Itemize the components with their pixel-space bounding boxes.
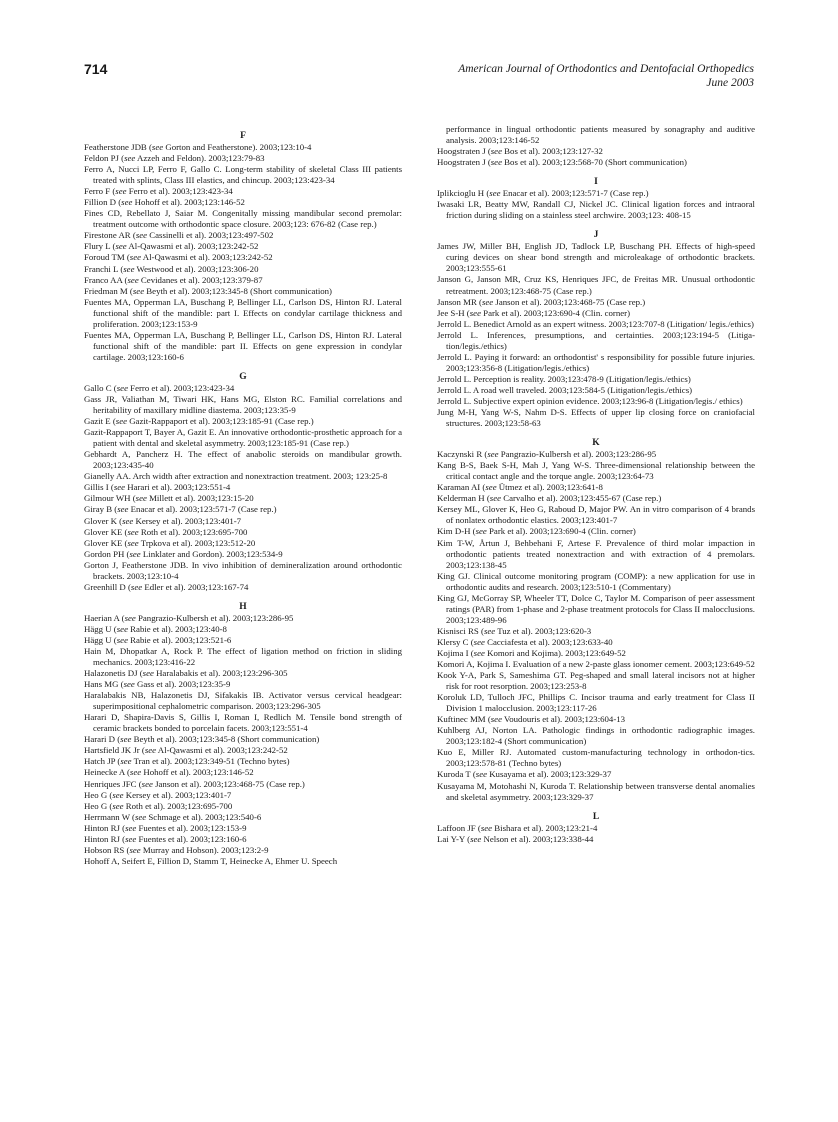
index-entry: Firestone AR (see Cassinelli et al). 2003;123:497-502 — [84, 230, 274, 241]
see-reference: see — [489, 493, 501, 504]
section-letter: J — [593, 230, 599, 241]
index-entry: Gazit-Rappaport T, Bayer A, Gazit E. An innovative orthodontic-prosthetic approach for a patient with dental and skeletal asymmetry. 2003;123:185-91 (Case rep.) — [84, 427, 402, 449]
index-entry: Flury L (see Al-Qawasmi et al). 2003;123:242-52 — [84, 241, 259, 252]
issue-date: June 2003 — [706, 77, 754, 89]
index-entry: Herrmann W (see Schmage et al). 2003;123:540-6 — [84, 811, 262, 822]
see-reference: see — [129, 548, 141, 559]
see-reference: see — [127, 526, 139, 537]
index-entry: King GJ, McGorray SP, Wheeler TT, Dolce C, Taylor M. Comparison of peer assessment ratings (PAR) from 1-phase and 2-phase treatment protocols for Class II malocclusions. 2003;123:489-96 — [437, 592, 755, 625]
index-entry: Hatch JP (see Tran et al). 2003;123:349-51 (Techno bytes) — [84, 756, 290, 767]
see-reference: see — [123, 263, 135, 274]
index-entry: Hinton RJ (see Fuentes et al). 2003;123:160-6 — [84, 833, 247, 844]
index-entry: Haerian A (see Pangrazio-Kulbersh et al). 2003;123:286-95 — [84, 612, 294, 623]
index-entry: Glover KE (see Trpkova et al). 2003;123:512-20 — [84, 537, 256, 548]
see-reference: see — [121, 197, 133, 208]
see-reference: see — [473, 647, 485, 658]
see-reference: see — [135, 493, 147, 504]
see-reference: see — [134, 811, 147, 822]
see-reference: see — [130, 581, 143, 592]
index-entry: Jung M-H, Yang W-S, Nahm D-S. Effects of upper lip closing force on craniofacial structures. 2003;123:58-63 — [437, 407, 755, 429]
index-entry: Iwasaki LR, Beatty MW, Randall CJ, Nickel JC. Clinical ligation forces and intraoral friction during sliding on a stainless steel archwire. 2003;123: 408-15 — [437, 199, 755, 221]
index-entry: Franchi L (see Westwood et al). 2003;123:306-20 — [84, 263, 259, 274]
see-reference: see — [125, 833, 137, 844]
index-entry: Klersy C (see Cacciafesta et al). 2003;123:633-40 — [437, 636, 613, 647]
see-reference: see — [469, 307, 481, 318]
index-entry: Janson MR (see Janson et al). 2003;123:468-75 (Case rep.) — [437, 296, 646, 307]
see-reference: see — [129, 844, 141, 855]
see-reference: see — [135, 230, 148, 241]
index-entry: Featherstone JDB (see Gorton and Featherstone). 2003;123:10-4 — [84, 142, 312, 152]
see-reference: see — [112, 800, 124, 811]
index-entry: Hans MG (see Gass et al). 2003;123:35-9 — [84, 679, 231, 690]
index-entry: Friedman M (see Beyth et al). 2003;123:345-8 (Short communication) — [84, 285, 332, 296]
see-reference: see — [120, 756, 132, 767]
running-header — [458, 62, 754, 90]
index-entry: Haralabakis NB, Halazonetis DJ, Sifakakis IB. Activator versus cervical headgear: superimpositional cephalometric comparison. 2003;123:296-305 — [84, 690, 402, 712]
index-entry: Koroluk LD, Tulloch JFC, Phillips C. Incisor trauma and early treatment for Class II Division 1 malocclusion. 2003;123:117-26 — [437, 692, 755, 714]
see-reference: see — [115, 241, 127, 252]
index-entry: King GJ. Clinical outcome monitoring program (COMP): a new application for use in orthodontic audits and research. 2003;123:510-1 (Commentary) — [437, 570, 755, 592]
see-reference: see — [129, 252, 142, 263]
index-entry: Jerrold L. Benedict Arnold as an expert witness. 2003;123:707-8 (Litigation/ legis./ethics) — [437, 318, 754, 329]
index-entry: Gordon PH (see Linklater and Gordon). 2003;123:534-9 — [84, 548, 283, 559]
section-letter: L — [592, 811, 600, 822]
index-entry: Gallo C (see Ferro et al). 2003;123:423-34 — [84, 382, 235, 393]
index-entry-continued: performance in lingual orthodontic patients measured by sonagraphy and auditive analysis. 2003;123:146-52 — [446, 124, 755, 146]
index-entry: Kaczynski R (see Pangrazio-Kulbersh et al). 2003;123:286-95 — [437, 449, 657, 460]
index-entry: James JW, Miller BH, English JD, Tadlock LP, Buschang PH. Effects of high-speed curing devices on shear bond strength and microleakage of orthodontic brackets. 2003;123:555-61 — [437, 241, 755, 274]
index-entry: Feldon PJ (see Azzeh and Feldon). 2003;123:79-83 — [84, 153, 265, 164]
index-entry: Kim T-W, Årtun J, Behbehani F, Artese F. Prevalence of third molar impaction in orthodontic patients treated nonextraction and with extraction of 4 premolars. 2003;123:138-45 — [437, 537, 755, 570]
index-entry: Ferro F (see Ferro et al). 2003;123:423-34 — [84, 186, 233, 197]
index-entry: Kang B-S, Baek S-H, Mah J, Yang W-S. Three-dimensional relationship between the critical contact angle and the torque angle. 2003;123:64-73 — [437, 460, 755, 482]
index-entry: Kuftinec MM (see Voudouris et al). 2003;123:604-13 — [437, 714, 626, 725]
see-reference: see — [132, 285, 145, 296]
see-reference: see — [141, 778, 153, 789]
index-entry: Fuentes MA, Opperman LA, Buschang P, Bellinger LL, Carlson DS, Hinton RJ. Lateral functional shift of the mandible: part II. Effects on gene expression in condylar cartilage. 2003;123:160-6 — [84, 329, 402, 362]
index-entry: Komori A, Kojima I. Evaluation of a new 2-paste glass ionomer cement. 2003;123:649-52 — [437, 659, 755, 670]
index-entry: Henriques JFC (see Janson et al). 2003;123:468-75 (Case rep.) — [84, 778, 305, 789]
index-entry: Janson G, Janson MR, Cruz KS, Henriques JFC, de Freitas MR. Unusual orthodontic retreatment. 2003;123:468-75 (Case rep.) — [437, 274, 755, 296]
see-reference: see — [142, 668, 154, 679]
see-reference: see — [127, 537, 139, 548]
index-entry: Kusayama M, Motohashi N, Kuroda T. Relationship between transverse dental anomalies and skeletal asymmetry. 2003;123:329-37 — [437, 780, 755, 802]
index-entry: Kook Y-A, Park S, Sameshima GT. Peg-shaped and small lateral incisors not at higher risk for root resorption. 2003;123:253-8 — [437, 670, 755, 692]
see-reference: see — [480, 822, 493, 833]
index-entry: Kim D-H (see Park et al). 2003;123:690-4 (Clin. corner) — [437, 526, 636, 537]
see-reference: see — [490, 157, 502, 168]
index-entry: Ferro A, Nucci LP, Ferro F, Gallo C. Long-term stability of skeletal Class III patients treated with splints, Class III elastics, and chincup. 2003;123:423-34 — [84, 164, 402, 186]
index-entry: Gillis I (see Harari et al). 2003;123:551-4 — [84, 482, 231, 493]
see-reference: see — [115, 186, 127, 197]
see-reference: see — [475, 769, 487, 780]
index-entry: Heinecke A (see Hohoff et al). 2003;123:146-52 — [84, 767, 254, 778]
see-reference: see — [124, 612, 136, 623]
see-reference: see — [151, 142, 164, 152]
index-entry: Hohoff A, Seifert E, Fillion D, Stamm T, Heinecke A, Ehmer U. Speech — [84, 855, 338, 866]
see-reference: see — [490, 146, 502, 157]
see-reference: see — [117, 504, 129, 515]
see-reference: see — [129, 767, 142, 778]
left-column — [84, 124, 402, 867]
see-reference: see — [475, 526, 487, 537]
index-entry: Hägg U (see Rabie et al). 2003;123:40-8 — [84, 623, 227, 634]
index-entry: Jerrold L. Inferences, presumptions, and certainties. 2003;123:194-5 (Litiga-tion/legis./ethics) — [437, 329, 755, 351]
index-entry: Heo G (see Roth et al). 2003;123:695-700 — [84, 800, 233, 811]
right-column — [437, 124, 755, 845]
index-entry: Kisnisci RS (see Tuz et al). 2003;123:620-3 — [437, 625, 592, 636]
see-reference: see — [125, 822, 137, 833]
index-entry: Hobson RS (see Murray and Hobson). 2003;123:2-9 — [84, 844, 269, 855]
index-entry: Gass JR, Valiathan M, Tiwari HK, Hans MG, Elston RC. Familial correlations and heritability of maxillary midline diastema. 2003;123:35-9 — [84, 393, 402, 416]
see-reference: see — [116, 382, 128, 393]
index-entry: Lai Y-Y (see Nelson et al). 2003;123:338-44 — [437, 833, 594, 844]
see-reference: see — [485, 482, 497, 493]
see-reference: see — [487, 449, 499, 460]
see-reference: see — [116, 634, 128, 645]
index-entry: Giray B (see Enacar et al). 2003;123:571-7 (Case rep.) — [84, 504, 277, 515]
see-reference: see — [144, 745, 157, 756]
index-entry: Greenhill D (see Edler et al). 2003;123:167-74 — [84, 581, 249, 592]
see-reference: see — [120, 734, 132, 745]
index-entry: Laffoon JF (see Bishara et al). 2003;123:21-4 — [437, 822, 598, 833]
see-reference: see — [124, 153, 136, 164]
index-entry: Franco AA (see Cevidanes et al). 2003;123:379-87 — [84, 274, 263, 285]
see-reference: see — [113, 482, 126, 493]
index-entry: Kelderman H (see Carvalho et al). 2003;123:455-67 (Case rep.) — [437, 493, 662, 504]
index-entry: Hoogstraten J (see Bos et al). 2003;123:568-70 (Short communication) — [437, 157, 687, 168]
see-reference: see — [483, 625, 496, 636]
index-entry: Fines CD, Rebellato J, Saiar M. Congenitally missing mandibular second premolar: treatment outcome with orthodontic space closure. 2003;123: 676-82 (Case rep.) — [84, 208, 402, 230]
index-entry: Jerrold L. A road well traveled. 2003;123:584-5 (Litigation/legis./ethics) — [437, 384, 693, 395]
see-reference: see — [123, 679, 135, 690]
index-entry: Jee S-H (see Park et al). 2003;123:690-4 (Clin. corner) — [437, 307, 631, 318]
index-entry: Hartsfield JK Jr (see Al-Qawasmi et al). 2003;123:242-52 — [84, 745, 288, 756]
journal-title: American Journal of Orthodontics and Dentofacial Orthopedics — [458, 63, 754, 75]
index-entry: Iplikcioglu H (see Enacar et al). 2003;123:571-7 (Case rep.) — [437, 188, 649, 199]
index-entry: Gebhardt A, Pancherz H. The effect of anabolic steroids on mandibular growth. 2003;123:435-40 — [84, 449, 402, 471]
index-entry: Fillion D (see Hohoff et al). 2003;123:146-52 — [84, 197, 245, 208]
index-entry: Kuo E, Miller RJ. Automated custom-manufacturing technology in orthodon-tics. 2003;123:578-81 (Techno bytes) — [437, 747, 755, 769]
index-entry: Halazonetis DJ (see Haralabakis et al). 2003;123:296-305 — [84, 668, 288, 679]
see-reference: see — [481, 296, 494, 307]
section-letter: I — [594, 177, 598, 188]
page-number: 714 — [84, 61, 108, 77]
section-letter: F — [240, 131, 246, 141]
index-entry: Jerrold L. Subjective expert opinion evidence. 2003;123:96-8 (Litigation/legis./ ethics) — [437, 395, 743, 406]
see-reference: see — [127, 274, 139, 285]
index-entry: Hain M, Dhopatkar A, Rock P. The effect of ligation method on friction in sliding mechanics. 2003;123:416-22 — [84, 645, 402, 668]
index-entry: Kuroda T (see Kusayama et al). 2003;123:329-37 — [437, 769, 612, 780]
index-entry: Fuentes MA, Opperman LA, Buschang P, Bellinger LL, Carlson DS, Hinton RJ. Lateral functional shift of the mandible: part I. Effects on condylar cartilage thickness and proliferation. 2003;123:153-9 — [84, 296, 402, 329]
see-reference: see — [473, 636, 485, 647]
index-entry: Harari D (see Beyth et al). 2003;123:345-8 (Short communication) — [84, 734, 320, 745]
index-entry: Kojima I (see Komori and Kojima). 2003;123:649-52 — [437, 647, 626, 658]
index-entry: Hägg U (see Rabie et al). 2003;123:521-6 — [84, 634, 232, 645]
index-entry: Glover K (see Kersey et al). 2003;123:401-7 — [84, 515, 242, 526]
index-entry: Gazit E (see Gazit-Rappaport et al). 2003;123:185-91 (Case rep.) — [84, 416, 314, 427]
index-entry: Hoogstraten J (see Bos et al). 2003;123:127-32 — [437, 146, 603, 157]
index-entry: Heo G (see Kersey et al). 2003;123:401-7 — [84, 789, 232, 800]
index-entry: Foroud TM (see Al-Qawasmi et al). 2003;123:242-52 — [84, 252, 273, 263]
see-reference: see — [122, 515, 134, 526]
index-entry: Hinton RJ (see Fuentes et al). 2003;123:153-9 — [84, 822, 247, 833]
see-reference: see — [116, 623, 128, 634]
index-entry: Karaman AI (see Ütmez et al). 2003;123:641-8 — [437, 482, 603, 493]
see-reference: see — [470, 833, 482, 844]
section-letter: K — [592, 438, 600, 449]
index-entry: Jerrold L. Perception is reality. 2003;123:478-9 (Litigation/legis./ethics) — [437, 373, 691, 384]
index-entry: Glover KE (see Roth et al). 2003;123:695-700 — [84, 526, 248, 537]
section-letter: H — [239, 601, 247, 612]
index-entry: Jerrold L. Paying it forward: an orthodontist' s responsibility for possible future injuries. 2003;123:356-8 (Litigation/legis./ethics) — [437, 351, 755, 373]
index-entry: Gorton J, Featherstone JDB. In vivo inhibition of demineralization around orthodontic brackets. 2003;123:10-4 — [84, 559, 402, 581]
index-entry: Gilmour WH (see Millett et al). 2003;123:15-20 — [84, 493, 254, 504]
see-reference: see — [112, 789, 124, 800]
see-reference: see — [115, 416, 127, 427]
see-reference: see — [489, 188, 501, 199]
section-letter: G — [239, 371, 247, 382]
see-reference: see — [490, 714, 502, 725]
index-entry: Harari D, Shapira-Davis S, Gillis I, Roman I, Redlich M. Tensile bond strength of ceramic brackets bonded to porcelain facets. 2003;123:551-4 — [84, 712, 402, 734]
index-entry: Kuhlberg AJ, Norton LA. Pathologic findings in orthodontic radiographic images. 2003;123:182-4 (Short communication) — [437, 725, 755, 747]
index-entry: Kersey ML, Glover K, Heo G, Raboud D, Major PW. An in vitro comparison of 4 brands of nonlatex orthodontic elastics. 2003;123:401-7 — [437, 504, 755, 526]
index-entry: Gianelly AA. Arch width after extraction and nonextraction treatment. 2003; 123:25-8 — [84, 471, 388, 482]
